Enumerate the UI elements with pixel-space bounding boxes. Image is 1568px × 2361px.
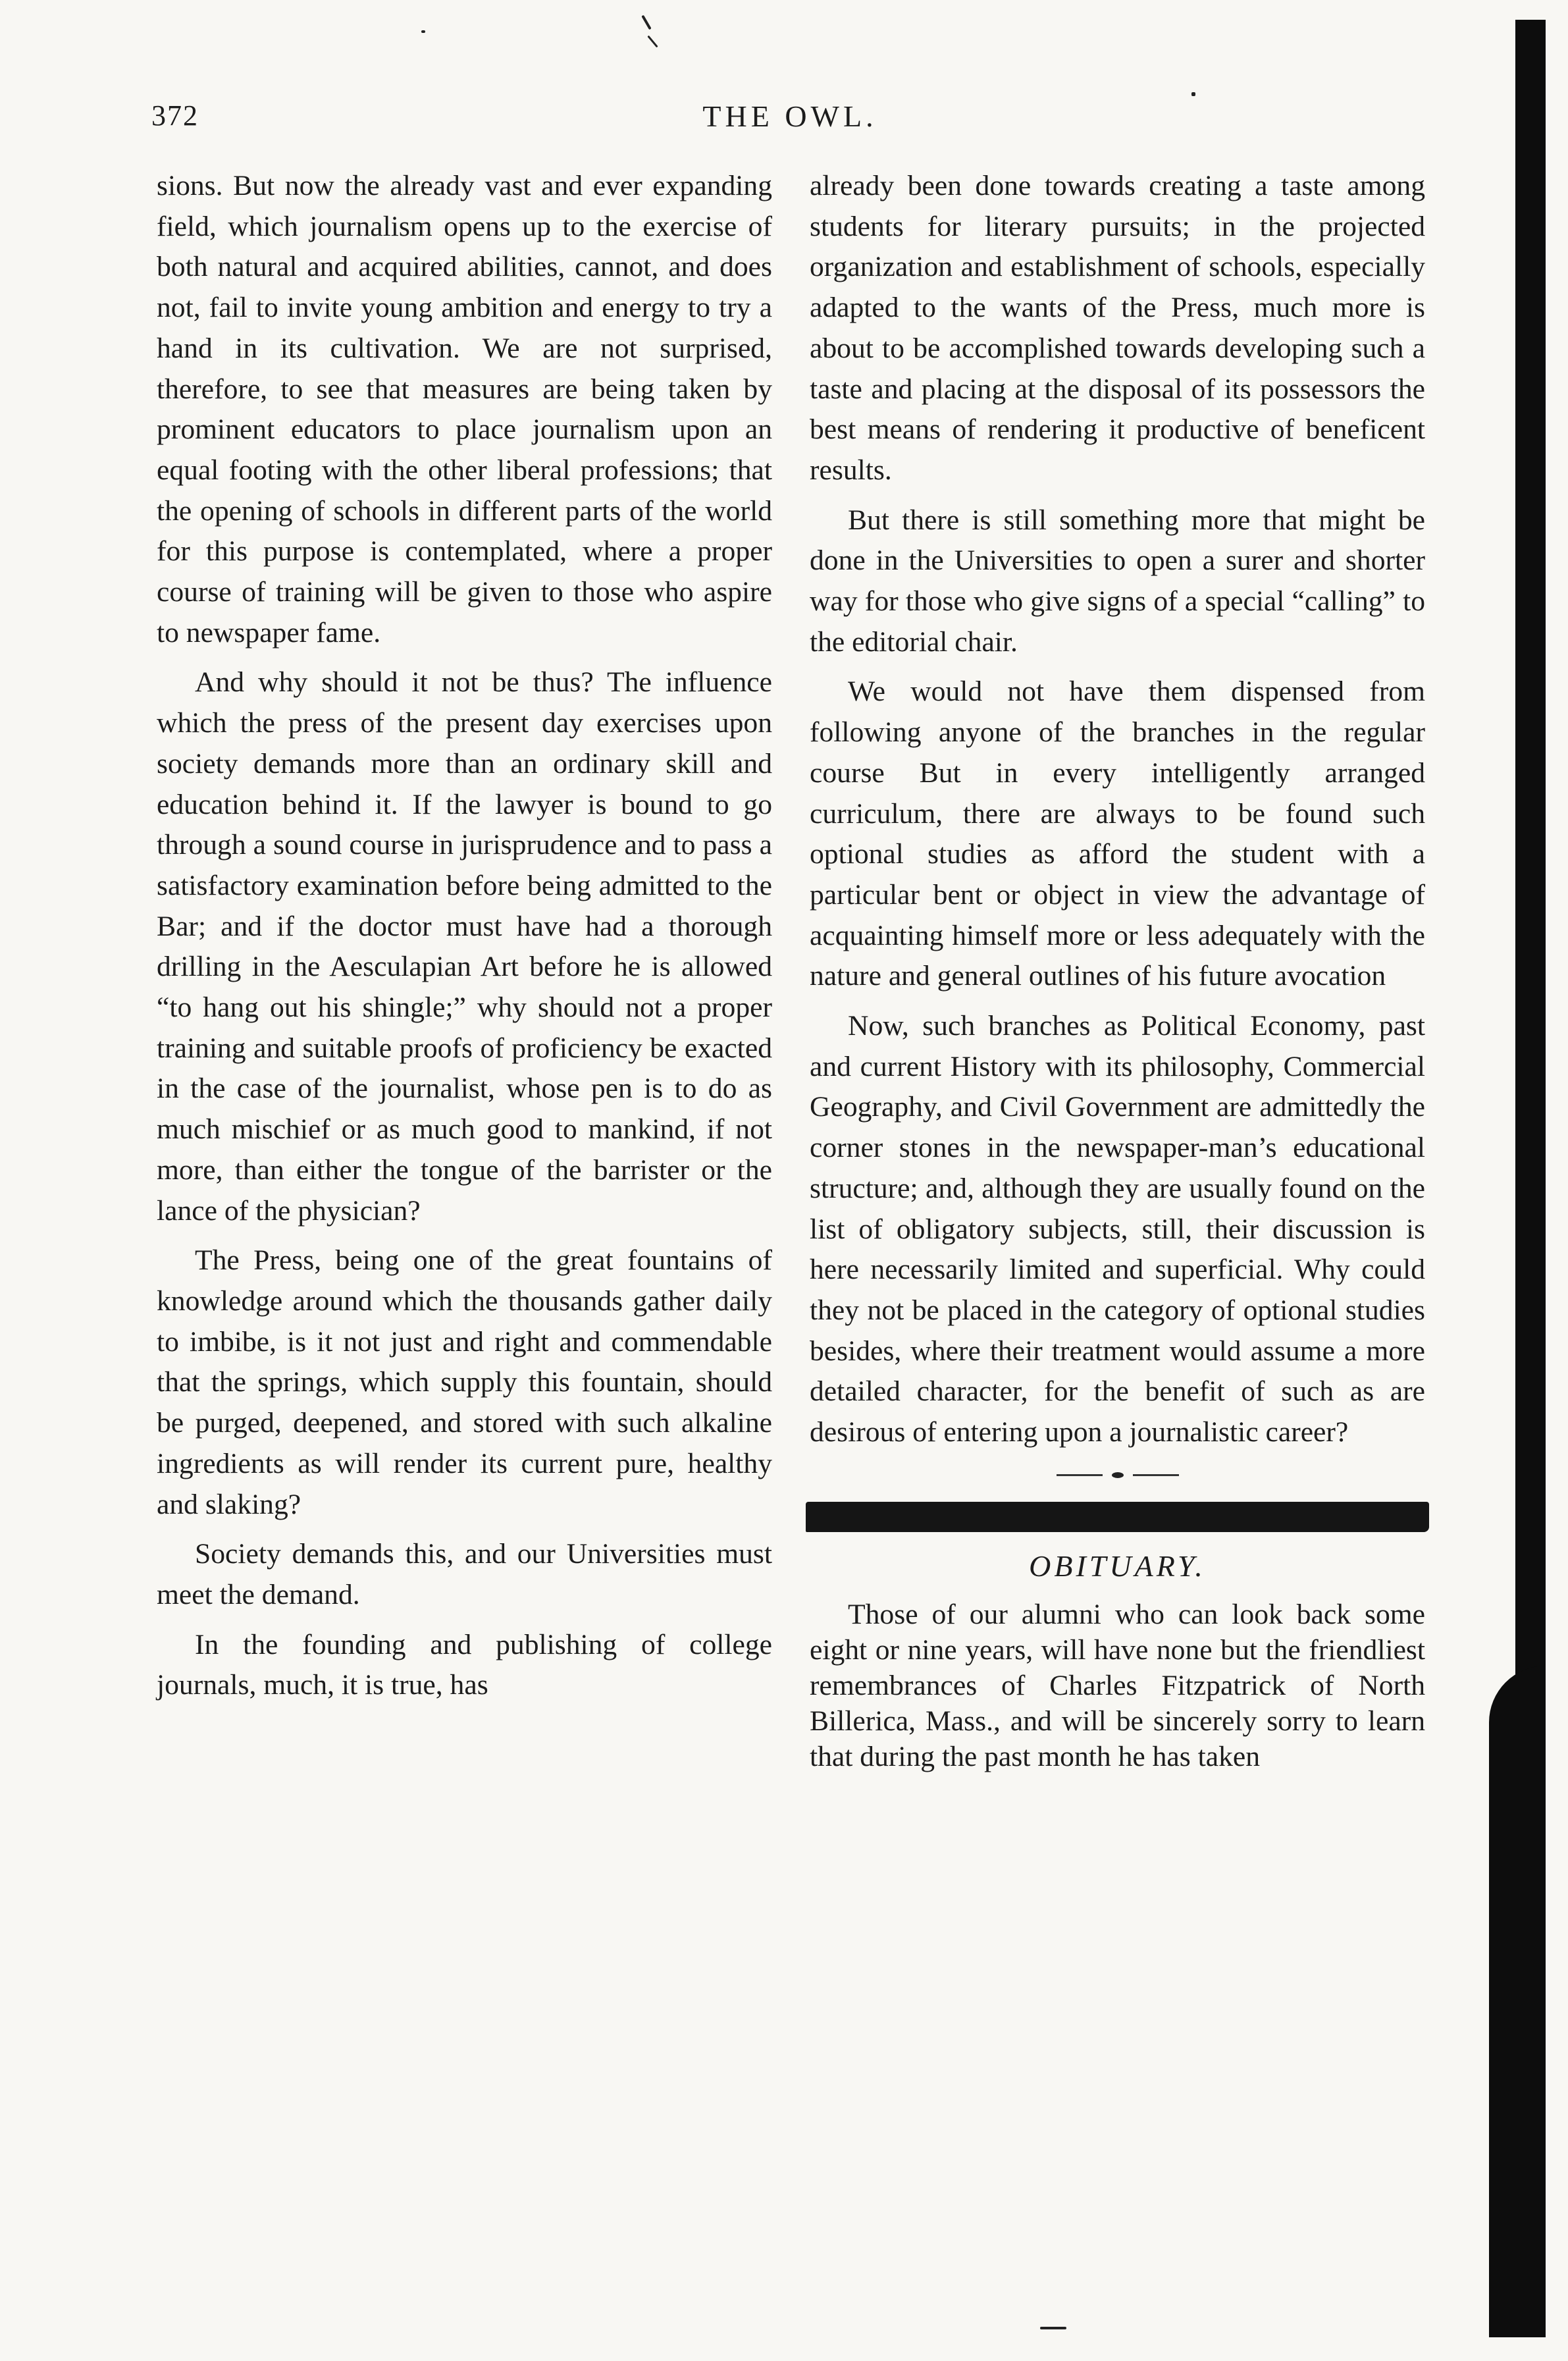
- paragraph: In the founding and publishing of college journals, much, it is true, has: [157, 1628, 772, 1701]
- obituary-heading: OBITUARY.: [1029, 1549, 1206, 1583]
- running-title: THE OWL.: [702, 99, 877, 133]
- ornament-dash: [1133, 1474, 1179, 1476]
- paragraph: We would not have them dispensed from following anyone of the branches in the regular course But in every intelligently arranged curriculum, there are always to be found such optional studies as afford the student with a particular bent or object in view the advantage of acquainting himself more or less adequately with the nature and general outlines of his future avocation: [810, 676, 1425, 992]
- ink-speck: [1040, 2327, 1066, 2329]
- ornament-dot: [1112, 1472, 1124, 1478]
- paragraph: Now, such branches as Political Economy, past and current History with its philosophy, Commercial Geography, and Civil Government are admittedly the corner stones in the newspaper-man’s educational structure; and, although they are usually found on the list of obligatory subjects, still, their discussion is here necessarily limited and superficial. Why could they not be placed in the category of optional studies besides, where their treatment would assume a more detailed character, for the benefit of such as are desirous of entering upon a journalistic career?: [810, 1010, 1425, 1448]
- left-column: [157, 166, 772, 1715]
- paragraph: sions. But now the already vast and ever expanding field, which journalism opens up to the exercise of both natural and acquired abilities, cannot, and does not, fail to invite young ambition and energy to try a hand in its cultivation. We are not surprised, therefore, to see that measures are being taken by prominent educators to place journalism upon an equal footing with the other liberal professions; that the opening of schools in different parts of the world for this purpose is contemplated, where a proper course of training will be given to those who aspire to newspaper fame.: [157, 170, 772, 649]
- obituary-section: [810, 1597, 1425, 1774]
- paragraph: Those of our alumni who can look back some eight or nine years, will have none but the friendliest remembrances of Charles Fitzpatrick of North Billerica, Mass., and will be sincerely sorry to learn that during the past month he has taken: [810, 1598, 1425, 1772]
- ink-speck: [421, 30, 425, 33]
- page-header: [151, 99, 1428, 145]
- ink-speck: [647, 36, 658, 48]
- paragraph: Society demands this, and our Universities must meet the demand.: [157, 1538, 772, 1610]
- ornament-dash: [1057, 1474, 1103, 1476]
- ink-speck: [1191, 92, 1195, 96]
- right-column: [810, 166, 1425, 1784]
- section-rule: [806, 1502, 1429, 1532]
- binding-edge-shadow-lower: [1489, 1666, 1546, 2337]
- section-ornament: [810, 1462, 1425, 1489]
- ink-speck: [641, 15, 651, 30]
- paragraph: But there is still something more that might be done in the Universities to open a surer and shorter way for those who give signs of a special “calling” to the editorial chair.: [810, 504, 1425, 658]
- page-number: 372: [151, 99, 199, 132]
- paragraph: already been done towards creating a taste among students for literary pursuits; in the projected organization and establishment of schools, especially adapted to the wants of the Press, much more is about to be accomplished towards developing such a taste and placing at the disposal of its possessors the best means of rendering it productive of beneficent results.: [810, 170, 1425, 486]
- paragraph: The Press, being one of the great fountains of knowledge around which the thousands gather daily to imbibe, is it not just and right and commendable that the springs, which supply this fountain, should be purged, deepened, and stored with such alkaline ingredients as will render its current pure, healthy and slaking?: [157, 1244, 772, 1520]
- paragraph: And why should it not be thus? The influence which the press of the present day exercises upon society demands more than an ordinary skill and education behind it. If the lawyer is bound to go through a sound course in jurisprudence and to pass a satisfactory examination before being admitted to the Bar; and if the doctor must have had a thorough drilling in the Aesculapian Art before he is allowed “to hang out his shingle;” why should not a proper training and suitable proofs of proficiency be exacted in the case of the journalist, whose pen is to do as much mischief or as much good to mankind, if not more, than either the tongue of the barrister or the lance of the physician?: [157, 666, 772, 1227]
